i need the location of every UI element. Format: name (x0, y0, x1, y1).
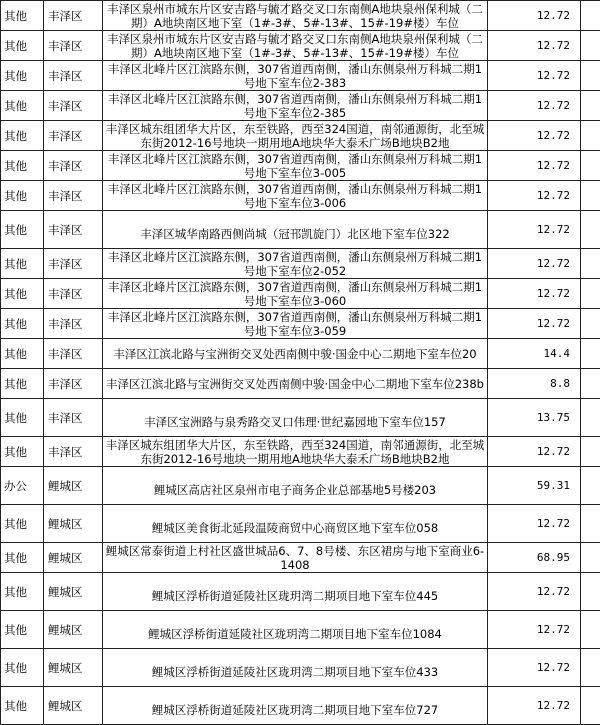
location-cell: 丰泽区城东组团华大片区，东至铁路，西至324国道，南邻通源街，北至城东街2012-16号地块一期用地A地块华大泰禾广场B地块B2地 (103, 121, 488, 151)
table-row (1, 309, 600, 339)
table-row (1, 611, 600, 649)
location-cell: 丰泽区城华南路西侧尚城（冠邗凯旋门）北区地下室车位322 (103, 211, 488, 249)
location-cell: 丰泽区江滨北路与宝洲街交叉处西南侧中骏·国金中心二期地下室车位238b (103, 369, 488, 399)
district-cell: 丰泽区 (44, 91, 103, 121)
table-row (1, 31, 600, 61)
type-cell: 其他 (1, 61, 44, 91)
table-row (1, 437, 600, 467)
table-row (1, 687, 600, 725)
table-row (1, 249, 600, 279)
blank-cell (581, 543, 600, 573)
table-row (1, 181, 600, 211)
location-cell: 丰泽区北峰片区江滨路东侧，307省道西南侧，潘山东侧泉州万科城二期1号地下室车位3-059 (103, 309, 488, 339)
type-cell: 其他 (1, 151, 44, 181)
location-cell: 鲤城区浮桥街道延陵社区珑玥湾二期项目地下室车位1084 (103, 611, 488, 649)
blank-cell (581, 1, 600, 31)
table-row (1, 369, 600, 399)
district-cell: 丰泽区 (44, 339, 103, 369)
blank-cell (581, 181, 600, 211)
location-cell: 鲤城区浮桥街道延陵社区珑玥湾二期项目地下室车位727 (103, 687, 488, 725)
district-cell: 鲤城区 (44, 543, 103, 573)
blank-cell (581, 573, 600, 611)
table-row (1, 399, 600, 437)
location-cell: 丰泽区北峰片区江滨路东侧，307省道西南侧，潘山东侧泉州万科城二期1号地下室车位2-385 (103, 91, 488, 121)
district-cell: 丰泽区 (44, 279, 103, 309)
area-cell: 12.72 (488, 31, 581, 61)
type-cell: 其他 (1, 211, 44, 249)
area-cell: 12.72 (488, 649, 581, 687)
area-cell: 12.72 (488, 121, 581, 151)
blank-cell (581, 151, 600, 181)
table-row (1, 505, 600, 543)
area-cell: 12.72 (488, 611, 581, 649)
location-cell: 丰泽区北峰片区江滨路东侧，307省道西南侧，潘山东侧泉州万科城二期1号地下室车位2-052 (103, 249, 488, 279)
area-cell: 12.72 (488, 249, 581, 279)
table-row (1, 211, 600, 249)
area-cell: 12.72 (488, 309, 581, 339)
blank-cell (581, 687, 600, 725)
type-cell: 其他 (1, 369, 44, 399)
area-cell: 12.72 (488, 687, 581, 725)
district-cell: 丰泽区 (44, 369, 103, 399)
area-cell: 12.72 (488, 279, 581, 309)
type-cell: 办公 (1, 467, 44, 505)
district-cell: 丰泽区 (44, 61, 103, 91)
district-cell: 丰泽区 (44, 1, 103, 31)
district-cell: 丰泽区 (44, 437, 103, 467)
district-cell: 丰泽区 (44, 151, 103, 181)
table-row (1, 543, 600, 573)
location-cell: 丰泽区城东组团华大片区，东至铁路，西至324国道，南邻通源街，北至城东街2012-16号地块一期用地A地块华大泰禾广场B地块B2地 (103, 437, 488, 467)
type-cell: 其他 (1, 505, 44, 543)
area-cell: 8.8 (488, 369, 581, 399)
table-row (1, 1, 600, 31)
type-cell: 其他 (1, 573, 44, 611)
blank-cell (581, 211, 600, 249)
type-cell: 其他 (1, 649, 44, 687)
blank-cell (581, 279, 600, 309)
type-cell: 其他 (1, 543, 44, 573)
location-cell: 鲤城区高店社区泉州市电子商务企业总部基地5号楼203 (103, 467, 488, 505)
area-cell: 12.72 (488, 437, 581, 467)
district-cell: 丰泽区 (44, 211, 103, 249)
district-cell: 鲤城区 (44, 573, 103, 611)
type-cell: 其他 (1, 339, 44, 369)
table-row (1, 151, 600, 181)
area-cell: 12.72 (488, 91, 581, 121)
district-cell: 鲤城区 (44, 467, 103, 505)
type-cell: 其他 (1, 1, 44, 31)
location-cell: 丰泽区宝洲路与泉秀路交叉口伟理·世纪嘉园地下室车位157 (103, 399, 488, 437)
blank-cell (581, 467, 600, 505)
blank-cell (581, 369, 600, 399)
area-cell: 68.95 (488, 543, 581, 573)
area-cell: 12.72 (488, 61, 581, 91)
blank-cell (581, 249, 600, 279)
location-cell: 丰泽区北峰片区江滨路东侧，307省道西南侧，潘山东侧泉州万科城二期1号地下室车位3-006 (103, 181, 488, 211)
type-cell: 其他 (1, 181, 44, 211)
district-cell: 丰泽区 (44, 181, 103, 211)
blank-cell (581, 611, 600, 649)
area-cell: 14.4 (488, 339, 581, 369)
blank-cell (581, 505, 600, 543)
area-cell: 12.72 (488, 211, 581, 249)
location-cell: 鲤城区美食街北延段温陵商贸中心商贸区地下室车位058 (103, 505, 488, 543)
area-cell: 12.72 (488, 1, 581, 31)
table-row (1, 339, 600, 369)
blank-cell (581, 437, 600, 467)
area-cell: 13.75 (488, 399, 581, 437)
blank-cell (581, 649, 600, 687)
type-cell: 其他 (1, 687, 44, 725)
blank-cell (581, 309, 600, 339)
table-row (1, 121, 600, 151)
district-cell: 鲤城区 (44, 611, 103, 649)
location-cell: 丰泽区北峰片区江滨路东侧，307省道西南侧，潘山东侧泉州万科城二期1号地下室车位3-005 (103, 151, 488, 181)
location-cell: 丰泽区北峰片区江滨路东侧，307省道西南侧，潘山东侧泉州万科城二期1号地下室车位2-383 (103, 61, 488, 91)
location-cell: 鲤城区浮桥街道延陵社区珑玥湾二期项目地下室车位433 (103, 649, 488, 687)
location-cell: 丰泽区泉州市城东片区安吉路与毓才路交叉口东南侧A地块泉州保利城（二期）A地块南区地下室（1#-3#、5#-13#、15#-19#楼）车位 (103, 1, 488, 31)
location-cell: 鲤城区常泰街道上村社区盛世城品6、7、8号楼、东区裙房与地下室商业6-1408 (103, 543, 488, 573)
table-row (1, 649, 600, 687)
table-body (1, 1, 600, 725)
table-row (1, 573, 600, 611)
table-row (1, 91, 600, 121)
district-cell: 鲤城区 (44, 649, 103, 687)
district-cell: 丰泽区 (44, 249, 103, 279)
district-cell: 丰泽区 (44, 121, 103, 151)
district-cell: 丰泽区 (44, 399, 103, 437)
blank-cell (581, 121, 600, 151)
area-cell: 12.72 (488, 181, 581, 211)
type-cell: 其他 (1, 31, 44, 61)
location-cell: 丰泽区江滨北路与宝洲街交叉处西南侧中骏·国金中心二期地下室车位20 (103, 339, 488, 369)
type-cell: 其他 (1, 91, 44, 121)
district-cell: 丰泽区 (44, 309, 103, 339)
type-cell: 其他 (1, 437, 44, 467)
area-cell: 12.72 (488, 505, 581, 543)
type-cell: 其他 (1, 279, 44, 309)
blank-cell (581, 61, 600, 91)
district-cell: 丰泽区 (44, 31, 103, 61)
location-cell: 鲤城区浮桥街道延陵社区珑玥湾二期项目地下室车位445 (103, 573, 488, 611)
area-cell: 12.72 (488, 573, 581, 611)
blank-cell (581, 31, 600, 61)
type-cell: 其他 (1, 611, 44, 649)
location-cell: 丰泽区北峰片区江滨路东侧，307省道西南侧，潘山东侧泉州万科城二期1号地下室车位3-060 (103, 279, 488, 309)
table-row (1, 61, 600, 91)
table-row (1, 467, 600, 505)
type-cell: 其他 (1, 309, 44, 339)
type-cell: 其他 (1, 121, 44, 151)
district-cell: 鲤城区 (44, 687, 103, 725)
table-row (1, 279, 600, 309)
area-cell: 59.31 (488, 467, 581, 505)
blank-cell (581, 399, 600, 437)
type-cell: 其他 (1, 249, 44, 279)
type-cell: 其他 (1, 399, 44, 437)
blank-cell (581, 339, 600, 369)
blank-cell (581, 91, 600, 121)
location-cell: 丰泽区泉州市城东片区安吉路与毓才路交叉口东南侧A地块泉州保利城（二期）A地块南区地下室（1#-3#、5#-13#、15#-19#楼）车位 (103, 31, 488, 61)
area-cell: 12.72 (488, 151, 581, 181)
district-cell: 鲤城区 (44, 505, 103, 543)
